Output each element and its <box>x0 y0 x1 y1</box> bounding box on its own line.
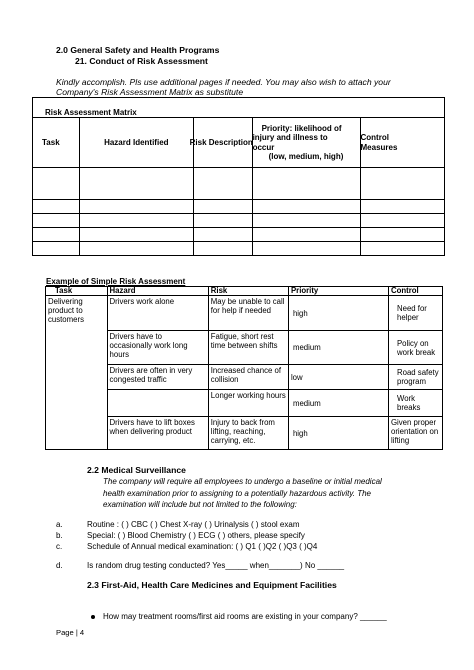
example-priority-cell: low <box>288 365 388 390</box>
item-a-routine[interactable]: Routine : ( ) CBC ( ) Chest X-ray ( ) Urinalysis ( ) stool exam <box>87 520 300 529</box>
section-subheading: 21. Conduct of Risk Assessment <box>75 56 208 66</box>
risk-matrix-table <box>32 97 445 256</box>
example-risk-cell: Injury to back from lifting, reaching, carrying, etc. <box>208 417 288 450</box>
matrix-header-control: Control Measures <box>360 118 445 168</box>
example-control-cell: Road safety program <box>388 365 442 390</box>
matrix-row[interactable] <box>33 200 445 214</box>
first-aid-question: How may treatment rooms/first aid rooms are existing in your company? ______ <box>103 612 387 621</box>
example-title: Example of Simple Risk Assessment <box>46 277 186 286</box>
example-hazard-cell: Drivers have to occasionally work long hours <box>107 331 208 365</box>
first-aid-bullet-item[interactable] <box>91 612 387 621</box>
example-header-hazard: Hazard <box>107 287 208 296</box>
example-header-control: Control <box>388 287 442 296</box>
instruction-line-1: Kindly accomplish. Pls use additional pages if needed. You may also wish to attach your <box>56 77 391 87</box>
medical-para-line-3: examination will include but not limited to the following: <box>103 500 297 509</box>
matrix-row[interactable] <box>33 228 445 242</box>
bullet-icon <box>91 615 95 619</box>
item-c-label: c. <box>56 542 63 551</box>
example-hazard-cell <box>107 390 208 417</box>
item-d-drug-testing[interactable]: Is random drug testing conducted? Yes_____ when_______) No ______ <box>87 561 345 570</box>
example-hazard-cell: Drivers are often in very congested traffic <box>107 365 208 390</box>
matrix-header-risk: Risk Description <box>189 138 253 147</box>
matrix-row[interactable] <box>33 214 445 228</box>
first-aid-heading: 2.3 First-Aid, Health Care Medicines and Equipment Facilities <box>87 580 337 590</box>
example-priority-cell: medium <box>288 390 388 417</box>
medical-para-line-2: health examination prior to assigning to a potentially hazardous activity. The <box>103 489 372 498</box>
example-header-priority: Priority <box>288 287 388 296</box>
page-number: Page | 4 <box>56 628 85 637</box>
example-risk-cell: Increased chance of collision <box>208 365 288 390</box>
item-b-label: b. <box>56 531 63 540</box>
example-task-cell: Delivering product to customers <box>46 296 108 450</box>
example-control-cell: Need for helper <box>388 296 442 331</box>
example-header-risk: Risk <box>208 287 288 296</box>
matrix-title: Risk Assessment Matrix <box>45 108 137 117</box>
example-control-cell: Given proper orientation on lifting <box>388 417 442 450</box>
example-control-cell: Work breaks <box>388 390 442 417</box>
example-header-task: Task <box>46 287 108 296</box>
instruction-line-2: Company's Risk Assessment Matrix as substitute <box>56 87 244 97</box>
example-priority-cell: high <box>288 296 388 331</box>
matrix-header-priority: Priority: likelihood of injury and illness to occur (low, medium, high) <box>252 118 360 168</box>
item-a-label: a. <box>56 520 63 529</box>
matrix-row[interactable] <box>33 242 445 256</box>
section-heading: 2.0 General Safety and Health Programs <box>56 45 220 55</box>
item-c-schedule[interactable]: Schedule of Annual medical examination: ( ) Q1 ( )Q2 ( )Q3 ( )Q4 <box>87 542 318 551</box>
matrix-row[interactable] <box>33 168 445 200</box>
example-priority-cell: high <box>288 417 388 450</box>
example-control-cell: Policy on work break <box>388 331 442 365</box>
item-d-label: d. <box>56 561 63 570</box>
example-risk-cell: May be unable to call for help if needed <box>208 296 288 331</box>
item-b-special[interactable]: Special: ( ) Blood Chemistry ( ) ECG ( ) others, please specify <box>87 531 305 540</box>
medical-heading: 2.2 Medical Surveillance <box>87 465 186 475</box>
example-priority-cell: medium <box>288 331 388 365</box>
example-hazard-cell: Drivers have to lift boxes when delivering product <box>107 417 208 450</box>
example-row <box>46 296 443 331</box>
example-hazard-cell: Drivers work alone <box>107 296 208 331</box>
example-risk-cell: Fatigue, short rest time between shifts <box>208 331 288 365</box>
matrix-header-task: Task <box>42 138 60 147</box>
example-risk-cell: Longer working hours <box>208 390 288 417</box>
matrix-header-hazard: Hazard Identified <box>104 138 169 147</box>
example-table <box>45 286 443 450</box>
medical-para-line-1: The company will require all employees to undergo a baseline or initial medical <box>103 477 382 486</box>
